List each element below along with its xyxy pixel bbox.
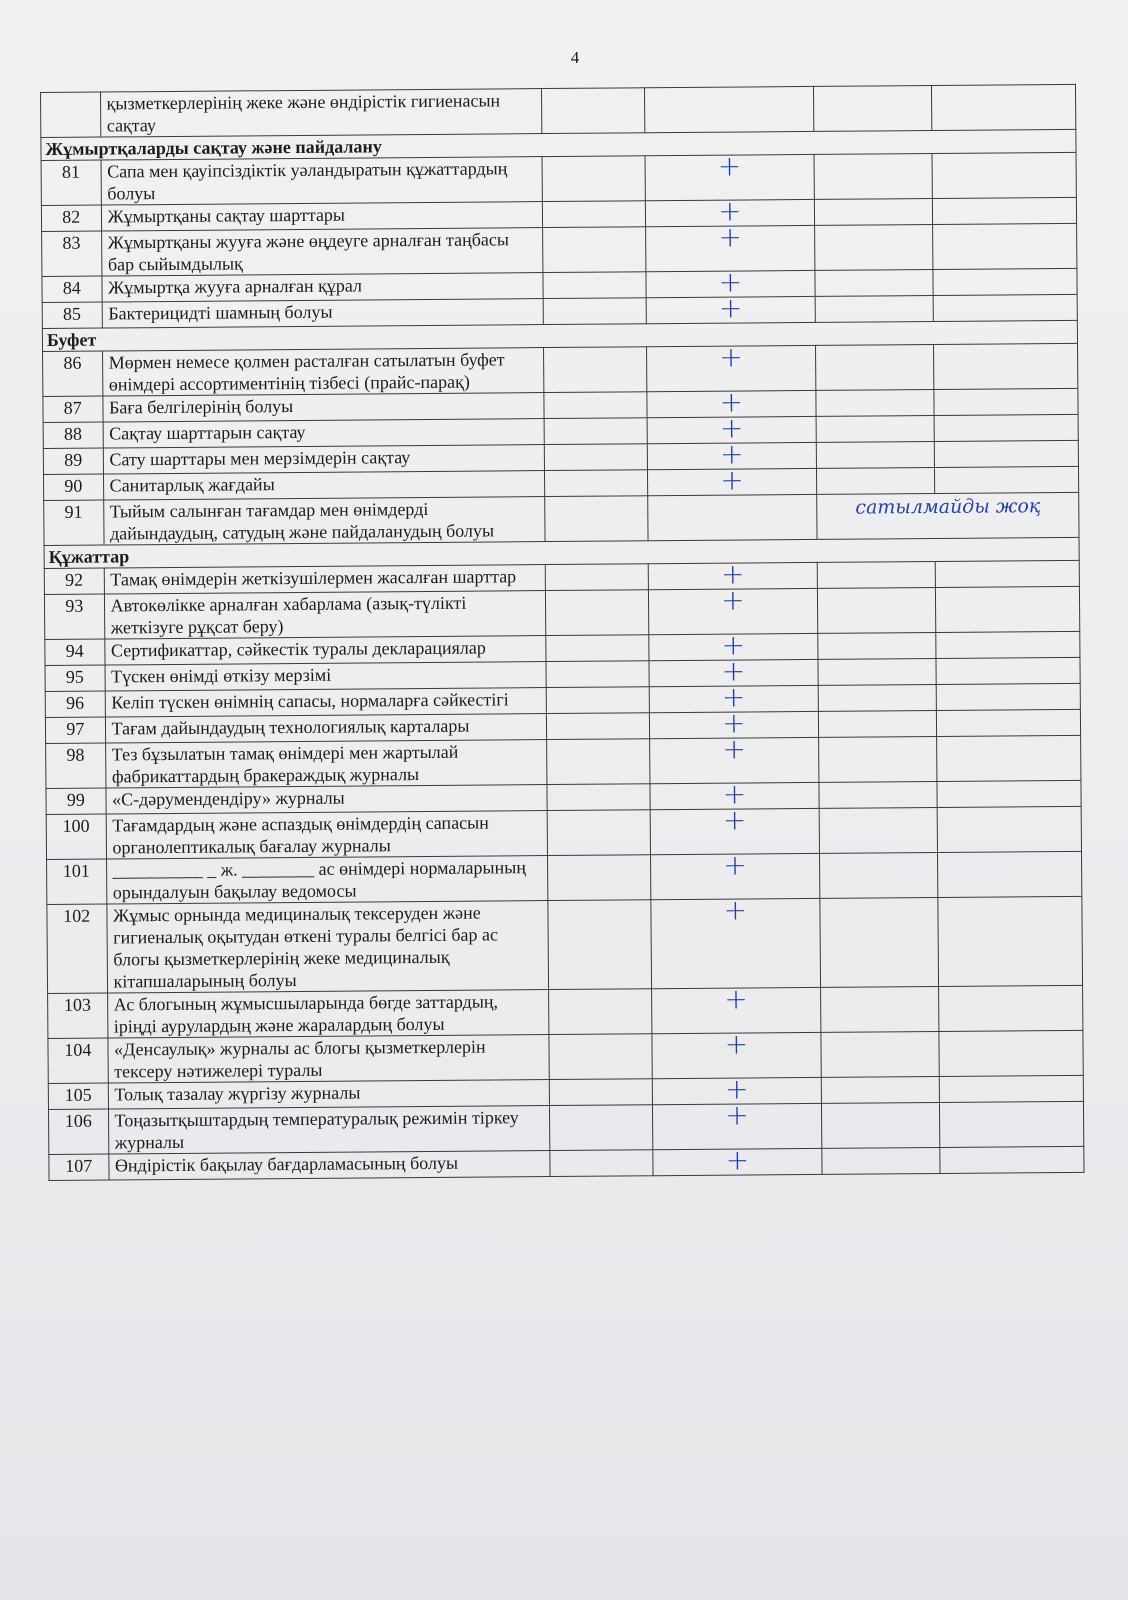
handwritten-plus-mark: +	[725, 1098, 749, 1132]
empty-cell	[818, 658, 936, 685]
handwritten-plus-mark: +	[722, 732, 746, 766]
check-mark-cell	[647, 494, 817, 540]
empty-cell	[821, 1031, 939, 1077]
row-text: Өндірістік бақылау бағдарламасының болуы	[108, 1151, 550, 1180]
row-number: 99	[46, 788, 106, 814]
empty-cell	[815, 198, 933, 225]
empty-cell	[543, 227, 646, 273]
handwritten-plus-mark: +	[724, 1072, 749, 1106]
handwritten-plus-mark: +	[717, 149, 742, 183]
empty-cell	[818, 684, 936, 711]
empty-cell	[549, 989, 652, 1035]
empty-cell	[821, 1076, 939, 1103]
row-number: 101	[47, 859, 107, 904]
empty-cell	[935, 560, 1079, 587]
row-text: Келіп түскен өнімнің сапасы, нормаларға сәйкестігі	[105, 688, 547, 717]
empty-cell	[814, 153, 932, 199]
row-number: 83	[42, 231, 102, 276]
empty-cell	[644, 86, 814, 132]
empty-cell	[820, 852, 938, 898]
row-text: Тыйым салынған тағамдар мен өнімдерді дайындаудың, сатудың және пайдаланудың болуы	[103, 497, 545, 545]
empty-cell	[933, 268, 1077, 295]
row-text: Санитарлық жағдайы	[103, 471, 545, 500]
row-text: __________ _ ж. ________ ас өнімдері нормаларының орындалуын бақылау ведомосы	[106, 856, 548, 904]
row-text: Жұмыртқа жууға арналған құрал	[101, 273, 543, 302]
row-text: Ас блогының жұмысшыларында бөгде заттардың, іріңді аурулардың және жаралардың болуы	[107, 990, 549, 1038]
empty-cell	[933, 294, 1077, 321]
empty-cell	[934, 414, 1078, 441]
empty-cell	[549, 1034, 652, 1080]
empty-cell	[933, 223, 1077, 269]
empty-cell	[818, 632, 936, 659]
handwritten-plus-mark: +	[718, 291, 743, 325]
row-text: Тез бұзылатын тамақ өнімдері мен жартылай фабрикаттардың бракераждық журналы	[105, 740, 547, 788]
empty-cell	[936, 631, 1080, 658]
table-row	[44, 492, 1079, 545]
empty-cell	[933, 197, 1077, 224]
empty-cell	[550, 1105, 653, 1151]
empty-cell	[937, 806, 1081, 852]
checklist-table	[40, 84, 1085, 1181]
checklist-body	[41, 84, 1085, 1180]
empty-cell	[546, 713, 649, 740]
empty-cell	[544, 444, 647, 471]
empty-cell	[542, 201, 645, 228]
empty-cell	[544, 347, 647, 393]
row-number: 107	[49, 1154, 109, 1180]
handwritten-plus-mark: +	[722, 706, 746, 740]
empty-cell	[543, 272, 646, 299]
check-mark-cell	[647, 463, 817, 497]
row-text: қызметкерлерінің жеке және өндірістік гигиенасын сақтау	[100, 89, 542, 137]
table-row	[46, 806, 1081, 859]
empty-cell	[816, 415, 934, 442]
table-row	[48, 1030, 1083, 1083]
handwritten-plus-mark: +	[718, 265, 743, 299]
empty-cell	[939, 1075, 1083, 1102]
row-number: 88	[43, 422, 103, 448]
row-number: 89	[43, 448, 103, 474]
handwritten-plus-mark: +	[723, 848, 747, 882]
handwritten-plus-mark: +	[724, 1027, 749, 1061]
row-text: Мөрмен немесе қолмен расталған сатылатын буфет өнімдері ассортиментінің тізбесі (прайс-парақ)	[102, 348, 544, 396]
handwritten-plus-mark: +	[721, 628, 746, 662]
empty-cell	[545, 564, 648, 591]
row-text: Баға белгілерінің болуы	[102, 393, 544, 422]
empty-cell	[939, 1030, 1083, 1076]
table-row	[47, 851, 1082, 904]
check-mark-cell	[653, 1143, 823, 1177]
row-number: 91	[44, 500, 104, 545]
row-number: 84	[42, 276, 102, 302]
table-row	[46, 735, 1081, 788]
empty-cell	[934, 440, 1078, 467]
row-text: Автокөлікке арналған хабарлама (азық-түлікті жеткізуге рұқсат беру)	[104, 591, 546, 639]
empty-cell	[817, 467, 935, 494]
empty-cell	[936, 657, 1080, 684]
empty-cell	[937, 735, 1081, 781]
row-text: Тағам дайындаудың технологиялық карталары	[105, 714, 547, 743]
empty-cell	[934, 388, 1078, 415]
row-number: 94	[45, 639, 105, 665]
empty-cell	[936, 683, 1080, 710]
empty-cell	[816, 344, 934, 390]
row-number: 106	[48, 1109, 108, 1154]
empty-cell	[938, 851, 1082, 897]
row-number: 98	[46, 743, 106, 788]
row-text: «С-дәрумендендіру» журналы	[106, 785, 548, 814]
empty-cell	[819, 781, 937, 808]
empty-cell	[547, 784, 650, 811]
empty-cell	[821, 986, 939, 1032]
page-number: 4	[570, 48, 580, 67]
handwritten-plus-mark: +	[724, 982, 748, 1016]
row-number: 102	[47, 904, 107, 993]
empty-cell	[938, 896, 1082, 986]
row-number: 81	[41, 160, 101, 205]
empty-cell	[817, 561, 935, 588]
empty-cell	[542, 88, 645, 134]
empty-cell	[546, 635, 649, 662]
section-title: Буфет	[42, 320, 1077, 351]
row-text: Сақтау шарттарын сақтау	[103, 419, 545, 448]
row-number: 87	[43, 396, 103, 422]
row-number: 104	[48, 1038, 108, 1083]
handwritten-plus-mark: +	[722, 803, 747, 837]
row-text: Жұмыртқаны жууға және өңдеуге арналған таңбасы бар сыйымдылық	[101, 228, 543, 276]
empty-cell	[547, 810, 650, 856]
row-number: 85	[42, 302, 102, 328]
row-number: 92	[44, 568, 104, 594]
row-text: Түскен өнімді өткізу мерзімі	[105, 662, 547, 691]
table-row	[47, 896, 1083, 993]
empty-cell	[546, 661, 649, 688]
handwritten-plus-mark: +	[721, 654, 746, 688]
empty-cell	[932, 84, 1076, 130]
empty-cell	[544, 392, 647, 419]
check-mark-cell	[646, 291, 816, 325]
empty-cell	[815, 269, 933, 296]
row-text: Жұмыртқаны сақтау шарттары	[101, 202, 543, 231]
handwritten-plus-mark: +	[719, 411, 744, 445]
row-number: 103	[48, 993, 108, 1038]
empty-cell	[934, 343, 1078, 389]
handwritten-plus-mark: +	[725, 1143, 750, 1177]
table-row	[41, 84, 1076, 137]
handwritten-plus-mark: +	[723, 893, 748, 927]
empty-cell	[939, 985, 1083, 1031]
empty-cell	[549, 1079, 652, 1106]
empty-cell	[816, 389, 934, 416]
empty-cell	[940, 1146, 1084, 1173]
empty-cell	[940, 1101, 1084, 1147]
handwritten-note: сатылмайды жоқ	[817, 492, 1079, 539]
handwritten-plus-mark: +	[720, 463, 744, 497]
row-text: Жұмыс орнында медициналық тексеруден және гигиеналық оқытудан өткені туралы белгісі бар ас блогы қызметкерлерінің жеке медициналық кітапшаларының болуы	[106, 901, 548, 993]
checklist-sheet	[40, 84, 1085, 1181]
empty-cell	[932, 152, 1076, 198]
handwritten-plus-mark: +	[719, 340, 743, 374]
empty-cell	[820, 897, 939, 987]
empty-cell	[937, 780, 1081, 807]
table-row	[44, 586, 1079, 639]
empty-cell	[544, 418, 647, 445]
empty-cell	[819, 807, 937, 853]
empty-cell	[816, 441, 934, 468]
handwritten-plus-mark: +	[720, 557, 745, 591]
empty-cell	[546, 687, 649, 714]
empty-cell	[545, 470, 648, 497]
table-row	[43, 343, 1078, 396]
table-row	[48, 985, 1083, 1038]
row-number: 82	[41, 205, 101, 231]
empty-cell	[547, 739, 650, 785]
empty-cell	[937, 709, 1081, 736]
row-number	[41, 92, 101, 137]
empty-cell	[815, 224, 933, 270]
empty-cell	[545, 590, 648, 636]
empty-cell	[543, 298, 646, 325]
handwritten-plus-mark: +	[719, 385, 744, 419]
row-text: Тоңазытқыштардың температуралық режимін тіркеу журналы	[108, 1106, 550, 1154]
row-number: 93	[44, 594, 104, 639]
empty-cell	[545, 496, 648, 542]
row-number: 95	[45, 665, 105, 691]
empty-cell	[822, 1102, 940, 1148]
section-title: Жұмыртқаларды сақтау және пайдалану	[41, 129, 1076, 160]
empty-cell	[935, 466, 1079, 493]
row-text: Бактерицидті шамның болуы	[102, 299, 544, 328]
handwritten-plus-mark: +	[718, 220, 742, 254]
row-number: 100	[46, 814, 106, 859]
handwritten-plus-mark: +	[721, 583, 745, 617]
empty-cell	[548, 855, 651, 901]
empty-cell	[819, 710, 937, 737]
row-text: Сертификаттар, сәйкестік туралы декларациялар	[104, 636, 546, 665]
empty-cell	[550, 1150, 653, 1177]
row-text: Тамақ өнімдерін жеткізушілермен жасалған шарттар	[104, 565, 546, 594]
row-number: 90	[44, 474, 104, 500]
handwritten-plus-mark: +	[719, 437, 744, 471]
empty-cell	[818, 587, 936, 633]
empty-cell	[815, 295, 933, 322]
row-text: Тағамдардың және аспаздық өнімдердің сапасын органолептикалық бағалау журналы	[106, 811, 548, 859]
row-text: Сапа мен қауіпсіздіктік уәландыратын құжаттардың болуы	[101, 157, 543, 205]
row-number: 105	[48, 1083, 108, 1109]
handwritten-plus-mark: +	[721, 680, 746, 714]
row-number: 96	[45, 691, 105, 717]
empty-cell	[542, 156, 645, 202]
row-text: Сату шарттары мен мерзімдерін сақтау	[103, 445, 545, 474]
empty-cell	[822, 1147, 940, 1174]
handwritten-plus-mark: +	[718, 194, 742, 228]
row-number: 86	[43, 351, 103, 396]
check-mark-cell	[651, 893, 821, 988]
row-number: 97	[45, 717, 105, 743]
row-text: Толық тазалау жүргізу журналы	[108, 1080, 550, 1109]
handwritten-plus-mark: +	[722, 777, 747, 811]
empty-cell	[819, 736, 937, 782]
empty-cell	[936, 586, 1080, 632]
table-row	[41, 152, 1076, 205]
row-text: «Денсаулық» журналы ас блогы қызметкерлерін тексеру нәтижелері туралы	[107, 1035, 549, 1083]
empty-cell	[814, 85, 932, 131]
table-row	[48, 1101, 1083, 1154]
table-row	[42, 223, 1077, 276]
empty-cell	[548, 900, 651, 990]
section-title: Құжаттар	[44, 537, 1079, 568]
